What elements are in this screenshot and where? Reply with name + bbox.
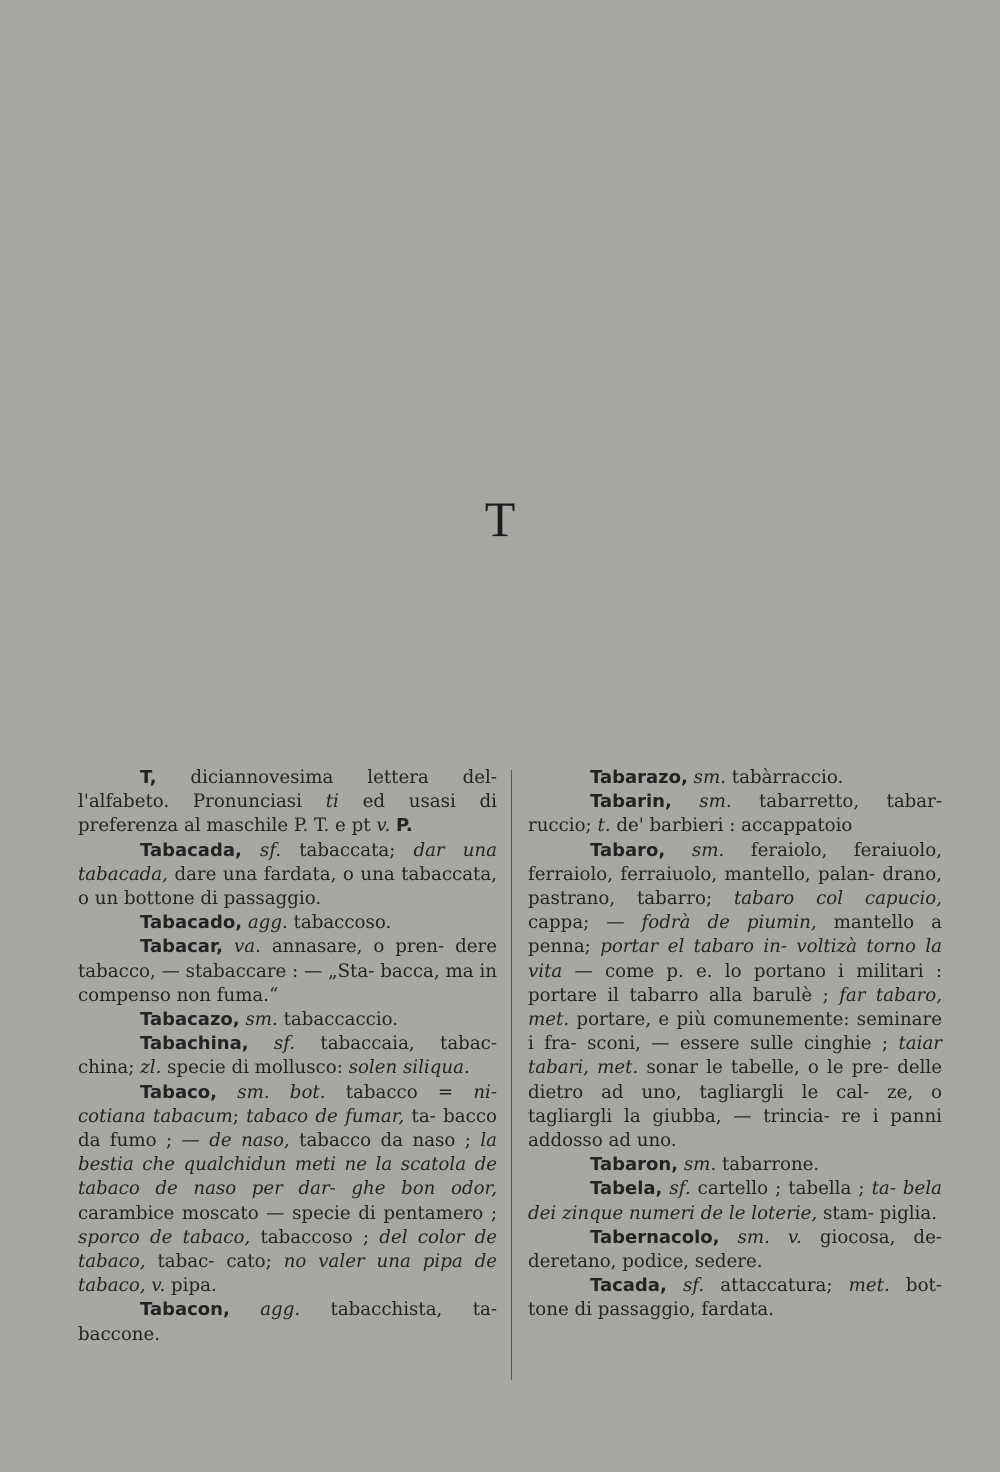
- dictionary-entry: [78, 911, 497, 935]
- entry-text: annasare, o pren- dere tabacco, — stabaccare : — „Sta- bacca, ma in compenso non fuma.“: [78, 936, 497, 1006]
- entry-italic-text: sm.: [245, 1009, 278, 1031]
- entry-text: carambice moscato — specie di pentamero ;: [78, 1202, 497, 1224]
- entry-text: tabacco da naso ;: [289, 1130, 481, 1152]
- dictionary-entry: [78, 1008, 497, 1032]
- entry-italic-text: sm.: [693, 767, 727, 788]
- entry-text: dare una fardata, o una tabaccata, o un bottone di passaggio.: [78, 863, 497, 910]
- entry-text: tabaccaia, tabac- china;: [78, 1033, 497, 1079]
- entry-italic-text: sporco de tabaco,: [78, 1226, 251, 1248]
- entry-text: portare, e più comunemente: seminare i fra- sconi, — essere sulle cinghie ;: [528, 1009, 942, 1055]
- entry-headword: Tabacon,: [140, 1299, 230, 1321]
- entry-italic-text: va.: [233, 936, 261, 958]
- entry-italic-text: del color de tabaco,: [78, 1226, 497, 1273]
- entry-headword: Tabarazo,: [590, 767, 688, 788]
- entry-headword: Tabaron,: [590, 1154, 679, 1176]
- column-divider: [511, 770, 512, 1380]
- entry-text: [249, 1033, 274, 1054]
- entry-italic-text: la bestia che qualchidun meti ne la scatola de tabaco de naso per dar- ghe bon odor,: [78, 1130, 497, 1200]
- entry-italic-text: sf.: [669, 1178, 691, 1200]
- entry-text: tabacco =: [325, 1081, 474, 1103]
- entry-italic-text: sm. bot.: [237, 1081, 326, 1103]
- entry-italic-text: agg.: [260, 1299, 301, 1321]
- entry-italic-text: sf.: [682, 1275, 705, 1297]
- entry-italic-text: ti: [325, 791, 339, 813]
- entry-text: diciannovesima lettera del- l'alfabeto. Pronunciasi: [78, 767, 497, 813]
- entry-headword: Tabacado,: [140, 912, 243, 934]
- dictionary-entry: [528, 1274, 942, 1322]
- entry-text: [242, 840, 260, 861]
- entry-text: tabaccata;: [281, 839, 414, 861]
- entry-headword: T,: [140, 767, 157, 788]
- entry-italic-text: met.: [848, 1275, 890, 1297]
- entry-italic-text: far tabaro, met.: [528, 984, 942, 1031]
- entry-headword: Tabaco,: [140, 1081, 218, 1103]
- dictionary-entry: [78, 1032, 497, 1080]
- entry-italic-text: solen siliqua.: [348, 1057, 470, 1079]
- right-column: [528, 766, 942, 1323]
- entry-headword: Tacada,: [590, 1275, 667, 1297]
- entry-text: ed usasi di preferenza al maschile P. T. e pt: [78, 791, 497, 837]
- entry-text: tabarrone.: [716, 1154, 820, 1176]
- entry-text: tabac- cato;: [145, 1251, 284, 1273]
- dictionary-entry: [78, 1081, 497, 1299]
- dictionary-entry: [528, 1153, 942, 1177]
- entry-headword: Tabela,: [590, 1178, 663, 1200]
- entry-text: tabàrraccio.: [726, 767, 844, 788]
- entry-text: attaccatura;: [704, 1275, 849, 1297]
- entry-headword: Tabachina,: [140, 1033, 249, 1055]
- entry-text: tabaccaccio.: [277, 1009, 399, 1031]
- entry-italic-text: sm.: [699, 791, 732, 813]
- entry-text: [665, 840, 692, 861]
- entry-italic-text: portar el tabaro in- voltizà torno la vita: [528, 936, 942, 982]
- entry-text: [719, 1227, 737, 1248]
- entry-text: tabacchista, ta- baccone.: [78, 1299, 497, 1345]
- entry-italic-text: tabaco de fumar,: [246, 1105, 405, 1127]
- entry-text: [223, 936, 234, 957]
- dictionary-entry: [528, 1177, 942, 1225]
- entry-italic-text: sm.: [683, 1154, 717, 1176]
- entry-text: ta- bacco da fumo ; —: [78, 1105, 497, 1152]
- entry-text: [217, 1082, 237, 1103]
- entry-text: [667, 1275, 683, 1296]
- entry-text: de' barbieri : accappatoio: [610, 815, 853, 837]
- entry-italic-text: taiar tabari, met.: [528, 1033, 942, 1079]
- entry-italic-text: ta- bela dei zinque numeri de le loterie,: [528, 1178, 942, 1224]
- dictionary-entry: [528, 839, 942, 1154]
- left-column: [78, 766, 497, 1347]
- entry-italic-text: ni- cotiana tabacum: [78, 1081, 497, 1127]
- page-title: T: [484, 491, 516, 547]
- entry-italic-text: zl.: [140, 1057, 162, 1079]
- dictionary-entry: [528, 766, 942, 790]
- entry-text: pipa.: [165, 1275, 217, 1297]
- entry-italic-text: sf.: [273, 1033, 296, 1055]
- entry-text: ;: [232, 1105, 247, 1127]
- entry-text: feraiolo, feraiuolo, ferraiolo, ferraiuolo, mantello, palan- drano, pastrano, tabarro;: [528, 839, 942, 910]
- entry-text: specie di mollusco:: [161, 1057, 349, 1079]
- entry-headword: Tabacada,: [140, 839, 242, 861]
- entry-text: [672, 791, 699, 812]
- entry-italic-text: fodrà de piumin,: [641, 912, 817, 934]
- entry-italic-text: sm. v.: [737, 1226, 802, 1248]
- entry-text: tabaccoso ;: [250, 1226, 380, 1248]
- dictionary-entry: [78, 1298, 497, 1346]
- entry-italic-text: sm.: [691, 839, 725, 861]
- entry-italic-text: tabaro col capucio,: [733, 888, 943, 910]
- entry-italic-text: sf.: [259, 839, 282, 861]
- entry-text: cartello ; tabella ;: [690, 1178, 872, 1200]
- entry-text: sonar le tabelle, o le pre- delle dietro ad uno, tagliargli le cal- ze, o tagliargli la giubba, — trincia- re i panni addosso ad uno.: [528, 1057, 943, 1152]
- dictionary-entry: [78, 839, 497, 912]
- entry-italic-text: no valer una pipa de tabaco, v.: [78, 1251, 497, 1297]
- entry-text: tabarretto, tabar- ruccio;: [528, 791, 942, 837]
- dictionary-entry: [78, 766, 497, 839]
- entry-text: stam- piglia.: [817, 1202, 938, 1224]
- entry-text: tabaccoso.: [287, 912, 392, 934]
- entry-headword: Tabernacolo,: [590, 1226, 720, 1248]
- entry-headword: Tabarin,: [590, 791, 672, 813]
- entry-italic-text: dar una tabacada,: [78, 839, 497, 885]
- entry-headword: Tabaro,: [590, 839, 666, 861]
- entry-text: — come p. e. lo portano i militari : portare il tabarro alla barulè ;: [528, 960, 942, 1006]
- entry-text: cappa; —: [528, 912, 642, 934]
- entry-headword: P.: [396, 815, 413, 837]
- dictionary-entry: [78, 935, 497, 1008]
- entry-italic-text: v.: [376, 815, 391, 837]
- entry-text: [230, 1299, 260, 1320]
- dictionary-entry: [528, 1226, 942, 1274]
- entry-text: mantello a penna;: [528, 912, 942, 958]
- entry-italic-text: de naso,: [209, 1130, 290, 1152]
- entry-headword: Tabacar,: [140, 936, 224, 958]
- entry-italic-text: t.: [597, 815, 611, 837]
- entry-text: bot- tone di passaggio, fardata.: [528, 1275, 942, 1321]
- entry-italic-text: agg.: [247, 912, 288, 934]
- dictionary-entry: [528, 790, 942, 838]
- entry-headword: Tabacazo,: [140, 1009, 240, 1031]
- entry-text: giocosa, de- deretano, podice, sedere.: [528, 1226, 942, 1273]
